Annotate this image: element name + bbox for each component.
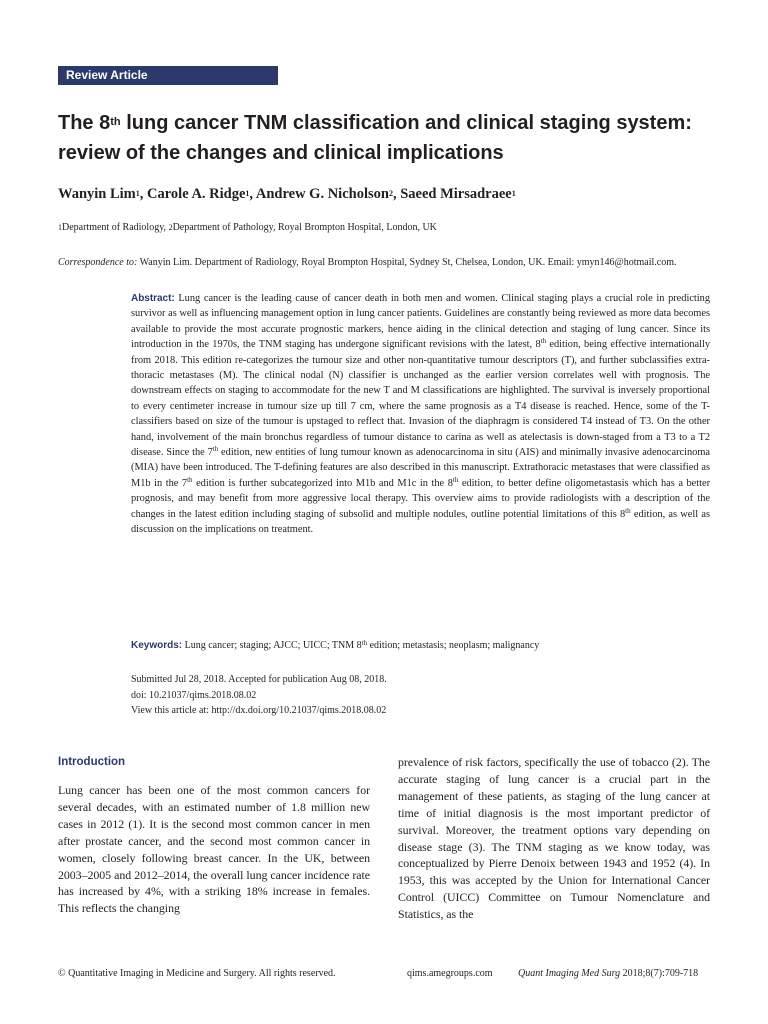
- article-title: The 8th lung cancer TNM classification and clinical staging system: review of the changes and clinical implications: [58, 112, 692, 164]
- footer-copyright: © Quantitative Imaging in Medicine and Surgery. All rights reserved.: [58, 968, 336, 979]
- footer-citation: Quant Imaging Med Surg 2018;8(7):709-718: [518, 968, 699, 979]
- body-column-right: prevalence of risk factors, specifically the use of tobacco (2). The accurate staging of lung cancer is a crucial part in the management of these patients, as staging of the lung cancer at time of initial diagnosis is the most important predictor of survival. Moreover, the treatment options vary depending on disease stage (3). The TNM staging as we know today, was conceptualized by Pierre Denoix between 1943 and 1952 (4). In 1953, this was accepted by the Union for International Cancer Control (UICC) Committee on Tumour Nomenclature and Statistics, as the: [398, 755, 710, 922]
- abstract: Abstract: Lung cancer is the leading cause of cancer death in both men and women. Clinical staging plays a crucial role in predicting survivor as well as influencing management option in lung cancer patients. Guidelines are constantly being reviewed as more data becomes available to provide the most accurate prognostic markers, hence aiding in the clinical detection and staging of lung cancer. Since its introduction in the 1970s, the TNM staging has undergone significant revisions with the latest, 8th edition, being effective internationally from 2018. This edition re-categorizes the tumour size and other non-quantitative tumour descriptors (T), and further subclassifies extra-thoracic metastases (M). The clinical nodal (N) classifier is unchanged as the earlier version correlates well with prognosis. The downstream effects on staging to accommodate for the new T and M classifications are highlighted. The survival is inversely proportional to every centimeter increase in tumour size up till 7 cm, where the same prognosis as a T4 disease is reached. Hence, some of the T-classifiers based on size of the tumour is upstaged to reflect that. Invasion of the diaphragm is considered T4 instead of T3. On the other hand, involvement of the main bronchus regardless of tumour distance to carina as well as atelectasis is down-staged from a T3 to a T2 disease. Since the 7th edition, new entities of lung tumour known as adenocarcinoma in situ (AIS) and minimally invasive adenocarcinoma (MIA) have been introduced. The T-defining features are also described in this manuscript. Extrathoracic metastases that were classified as M1b in the 7th edition is further subcategorized into M1b and M1c in the 8th edition, to better define oligometastasis which has a better prognosis, and may benefit from more aggressive local therapy. This overview aims to provide radiologists with a description of the changes in the latest edition including staging of subsolid and multiple nodules, outline potential limitations of this 8th edition, as well as discussion on the implications on treatment.: [131, 293, 711, 536]
- author-affiliation-mark: 1: [511, 189, 516, 198]
- submission-dates: Submitted Jul 28, 2018. Accepted for publication Aug 08, 2018.: [131, 674, 387, 685]
- keywords-label: Keywords:: [131, 640, 183, 651]
- title-superscript: th: [110, 116, 121, 128]
- author-list: Wanyin Lim$^1$, Carole A. Ridge$^1$, Andrew G. Nicholson$^2$, Saeed Mirsadraee$^1$: [58, 186, 516, 202]
- author-affiliation-mark: 1: [245, 189, 250, 198]
- section-heading-introduction: Introduction: [58, 756, 126, 768]
- author-name: Andrew G. Nicholson: [255, 186, 389, 202]
- author-name: Carole A. Ridge: [147, 186, 246, 202]
- body-column-left: Lung cancer has been one of the most common cancers for several decades, with an estimated number of 1.8 million new cases in 2012 (1). It is the second most common cancer in men after prostate cancer, and the second most common cancer in women, closely following breast cancer. In the UK, between 2003–2005 and 2012–2014, the overall lung cancer incidence rate has increased by 4%, with a striking 18% increase in females. This reflects the changing: [58, 783, 370, 916]
- correspondence: Correspondence to: Wanyin Lim. Department of Radiology, Royal Brompton Hospital, Sydney St, Chelsea, London, UK. Email: ymyn146@hotmail.com.: [58, 257, 677, 268]
- article-link[interactable]: View this article at: http://dx.doi.org/10.21037/qims.2018.08.02: [131, 705, 387, 716]
- footer-website[interactable]: qims.amegroups.com: [407, 968, 493, 979]
- affiliations: $^1$Department of Radiology, $^2$Department of Pathology, Royal Brompton Hospital, London, UK: [58, 222, 437, 233]
- author-affiliation-mark: 1: [135, 189, 140, 198]
- keywords: Keywords: Lung cancer; staging; AJCC; UICC; TNM 8th edition; metastasis; neoplasm; malignancy: [131, 639, 540, 651]
- article-type-banner: [58, 66, 278, 85]
- doi: doi: 10.21037/qims.2018.08.02: [131, 689, 257, 701]
- abstract-label: Abstract:: [131, 293, 175, 304]
- article-metadata: [131, 672, 710, 719]
- author-affiliation-mark: 2: [388, 189, 393, 198]
- correspondence-label: Correspondence to:: [58, 257, 138, 268]
- author-name: Wanyin Lim: [58, 186, 136, 202]
- article-type-label: Review Article: [66, 68, 148, 82]
- author-name: Saeed Mirsadraee: [400, 186, 512, 202]
